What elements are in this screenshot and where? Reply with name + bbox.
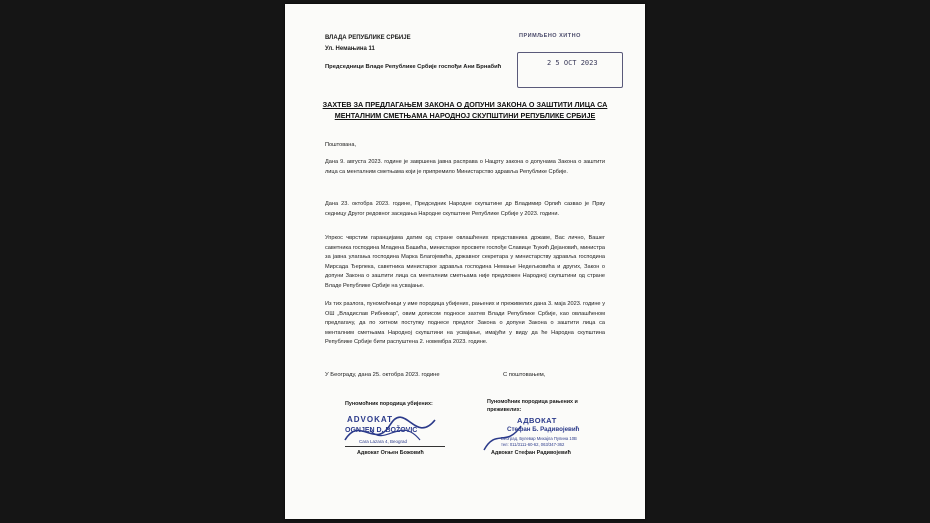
org-name: ВЛАДА РЕПУБЛИКЕ СРБИЈЕ xyxy=(325,35,411,41)
received-stamp-label: ПРИМЉЕНО ХИТНО xyxy=(519,33,581,39)
document-page xyxy=(285,4,645,519)
left-stamp-line3: Cara Lazara 4, Beograd xyxy=(359,439,408,444)
left-stamp-line1: ADVOKAT xyxy=(347,415,393,424)
org-address: Ул. Немањина 11 xyxy=(325,46,375,52)
paragraph-3: Упркос чврстим гаранцијама датим од стране овлашћених представника државе, Вас лично, Вашег саветника господина Младена Башића, министарке просвете госпође Славице Ђукић Дејановић, министра за јавна улагања господина Марка Благојевића, државног секретара у министарству здравља господина Мирсада Ђерлека, саветника министарке здравља господина Немање Недељковића и других, Закон о допуни Закона о заштити лица са менталним сметњама није предложен Народној скупштини од стране Владе Републике Србије на усвајање. xyxy=(325,235,606,289)
right-signature-label-2: преживелих: xyxy=(487,407,522,413)
right-stamp-line2: Стефан Б. Радивојевић xyxy=(507,426,580,433)
right-stamp-line4: тел: 011/3111-60-62, 063/347-362 xyxy=(501,442,565,447)
right-stamp-line3: Београд, Булевар Михајла Пупина 10В xyxy=(501,436,577,441)
left-signer-name: Адвокат Огњен Божовић xyxy=(357,450,424,456)
received-stamp-date: 2 5 OCT 2023 xyxy=(547,59,598,67)
place-date: У Београду, дана 25. октобра 2023. године xyxy=(325,372,440,378)
paragraph-1: Дана 9. августа 2023. године је завршена јавна расправа о Нацрту закона о допунама Закона о заштити лица са менталним сметњама који је припремило Министарство здравља Републике Србије. xyxy=(325,159,605,175)
right-stamp-line1: АДВОКАТ xyxy=(517,416,557,425)
left-signature-line xyxy=(345,446,445,447)
paragraph-2: Дана 23. октобра 2023. године, Председник Народне скупштине др Владимир Орлић сазвао је Прву седницу Другог редовног заседања Народне скупштине Републике Србије у 2023. години. xyxy=(325,201,605,217)
left-signature-label: Пуномоћник породица убијених: xyxy=(345,401,433,407)
document-title-line2: МЕНТАЛНИМ СМЕТЊАМА НАРОДНОЈ СКУПШТИНИ РЕПУБЛИКЕ СРБИЈЕ xyxy=(334,111,596,120)
right-signer-name: Адвокат Стефан Радивојевић xyxy=(491,450,571,456)
left-stamp-line2: OGNJEN D. BOŽOVIĆ xyxy=(345,427,418,434)
paragraph-4: Из тих разлога, пуномоћници у име породица убијених, рањених и преживелих дана 3. маја 2023. године у ОШ „Владислав Рибникар", овим дописом подносе захтев Влади Републике Србије, као овлашћеном предлагачу, да по хитном поступку поднесе предлог Закона о допуни Закона о заштити лица са менталним сметњама Народној скупштини на усвајање, имајући у виду да ће Народна скупштина Републике Србије бити распуштена 2. новембра 2023. године. xyxy=(325,301,605,346)
received-stamp xyxy=(517,52,623,88)
greeting: Поштована, xyxy=(325,142,357,148)
right-signature-label-1: Пуномоћник породица рањених и xyxy=(487,399,578,405)
recipient-line: Председници Владе Републике Србије госпођи Ани Брнабић xyxy=(325,64,502,70)
closing-regards: С поштовањем, xyxy=(503,372,546,378)
document-title-line1: ЗАХТЕВ ЗА ПРЕДЛАГАЊЕМ ЗАКОНА О ДОПУНИ ЗАКОНА О ЗАШТИТИ ЛИЦА СА xyxy=(322,100,608,109)
